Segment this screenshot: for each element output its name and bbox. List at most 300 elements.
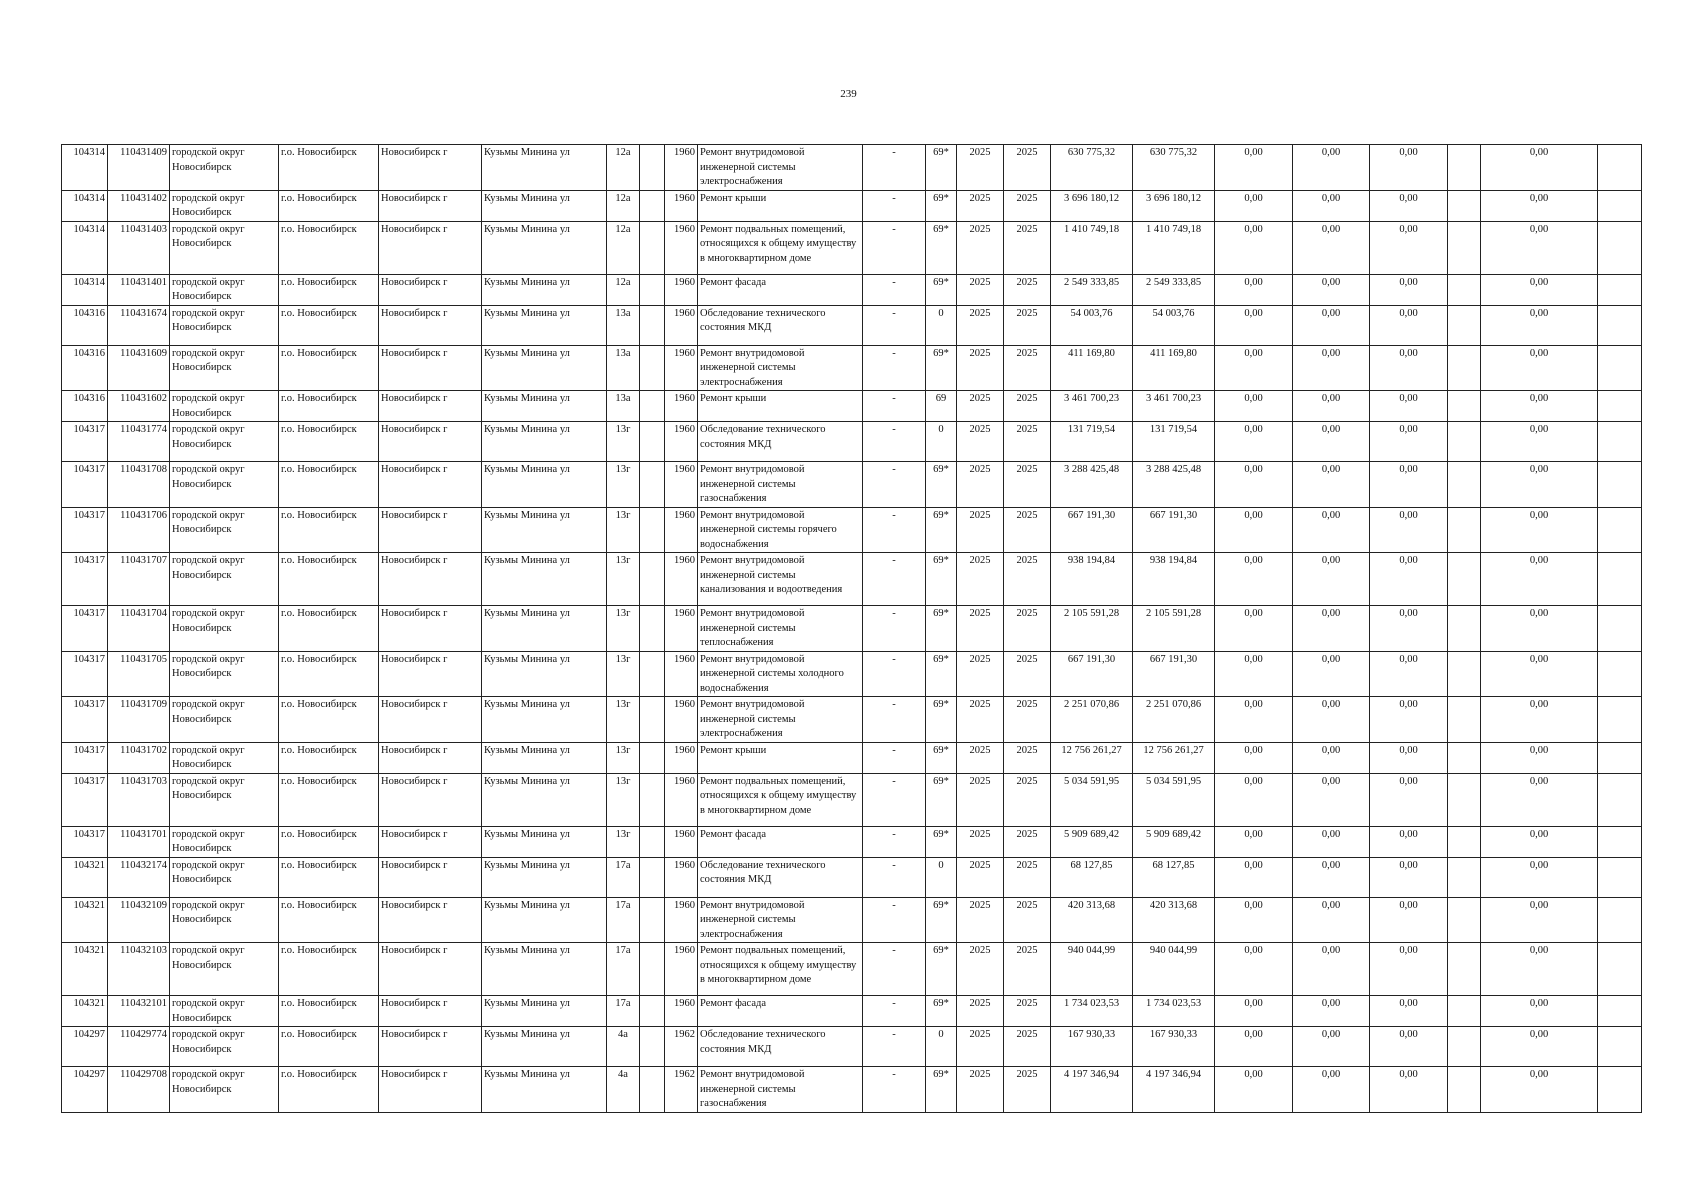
cell-work-id: 110432101 [108,996,170,1027]
cell-record-id: 104317 [62,553,108,606]
cell-build-year: 1960 [665,145,698,191]
table-row [62,857,1642,897]
cell-federal-funds: 0,00 [1215,742,1293,773]
cell-local-funds: 0,00 [1370,221,1448,274]
cell-house-number: 13г [607,507,640,553]
cell-other [1448,305,1481,345]
cell-total-cost: 1 734 023,53 [1051,996,1133,1027]
cell-total-cost: 667 191,30 [1051,651,1133,697]
cell-note [1598,1067,1642,1113]
cell-federal-funds: 0,00 [1215,773,1293,826]
cell-plan-year-start: 2025 [957,391,1004,422]
cell-building [640,305,665,345]
cell-note [1598,145,1642,191]
cell-house-number: 12а [607,221,640,274]
cell-street: Кузьмы Минина ул [482,773,607,826]
cell-other [1448,422,1481,462]
cell-total-cost: 68 127,85 [1051,857,1133,897]
cell-other [1448,1067,1481,1113]
cell-settlement: Новосибирск г [379,606,482,652]
cell-house-number: 13г [607,742,640,773]
cell-work-id: 110431709 [108,697,170,743]
cell-settlement: Новосибирск г [379,651,482,697]
cell-street: Кузьмы Минина ул [482,742,607,773]
cell-total-cost: 12 756 261,27 [1051,742,1133,773]
cell-note [1598,305,1642,345]
cell-percent: 69* [926,345,957,391]
cell-local-funds: 0,00 [1370,553,1448,606]
cell-percent: 69* [926,274,957,305]
cell-municipal-district: г.о. Новосибирск [279,1027,379,1067]
cell-build-year: 1960 [665,462,698,508]
cell-percent: 69* [926,651,957,697]
cell-record-id: 104317 [62,651,108,697]
cell-percent: 69* [926,462,957,508]
cell-municipal-district: г.о. Новосибирск [279,145,379,191]
cell-percent: 69* [926,897,957,943]
cell-street: Кузьмы Минина ул [482,826,607,857]
cell-plan-year-end: 2025 [1004,221,1051,274]
cell-work-id: 110431705 [108,651,170,697]
cell-note [1598,606,1642,652]
cell-plan-year-end: 2025 [1004,897,1051,943]
cell-street: Кузьмы Минина ул [482,697,607,743]
cell-settlement: Новосибирск г [379,826,482,857]
cell-fund-cost: 5 034 591,95 [1133,773,1215,826]
cell-fund-cost: 2 105 591,28 [1133,606,1215,652]
page-number: 239 [840,88,857,100]
cell-other [1448,826,1481,857]
cell-settlement: Новосибирск г [379,742,482,773]
cell-fund-cost: 4 197 346,94 [1133,1067,1215,1113]
cell-house-number: 17а [607,897,640,943]
cell-other [1448,857,1481,897]
cell-unit: - [863,391,926,422]
cell-build-year: 1960 [665,651,698,697]
cell-work-type: Ремонт крыши [698,742,863,773]
cell-municipal-district: г.о. Новосибирск [279,773,379,826]
cell-work-id: 110431702 [108,742,170,773]
cell-regional-funds: 0,00 [1293,221,1370,274]
cell-settlement: Новосибирск г [379,190,482,221]
table-row [62,897,1642,943]
cell-municipal-district: г.о. Новосибирск [279,190,379,221]
cell-municipality: городской округ Новосибирск [170,606,279,652]
cell-record-id: 104317 [62,507,108,553]
cell-regional-funds: 0,00 [1293,190,1370,221]
cell-regional-funds: 0,00 [1293,773,1370,826]
cell-unit: - [863,553,926,606]
cell-regional-funds: 0,00 [1293,462,1370,508]
cell-street: Кузьмы Минина ул [482,345,607,391]
cell-local-funds: 0,00 [1370,773,1448,826]
cell-note [1598,422,1642,462]
cell-regional-funds: 0,00 [1293,697,1370,743]
cell-unit: - [863,651,926,697]
cell-total-cost: 3 696 180,12 [1051,190,1133,221]
cell-total-cost: 630 775,32 [1051,145,1133,191]
cell-street: Кузьмы Минина ул [482,606,607,652]
cell-note [1598,651,1642,697]
cell-record-id: 104297 [62,1067,108,1113]
cell-fund-cost: 2 251 070,86 [1133,697,1215,743]
cell-plan-year-start: 2025 [957,651,1004,697]
cell-federal-funds: 0,00 [1215,857,1293,897]
cell-local-funds: 0,00 [1370,606,1448,652]
cell-municipality: городской округ Новосибирск [170,462,279,508]
cell-municipality: городской округ Новосибирск [170,742,279,773]
cell-fund-cost: 938 194,84 [1133,553,1215,606]
cell-total-cost: 3 288 425,48 [1051,462,1133,508]
table-row [62,553,1642,606]
cell-unit: - [863,345,926,391]
cell-fund-cost: 1 410 749,18 [1133,221,1215,274]
cell-plan-year-end: 2025 [1004,1067,1051,1113]
cell-building [640,507,665,553]
cell-build-year: 1960 [665,857,698,897]
cell-work-type: Ремонт внутридомовой инженерной системы горячего водоснабжения [698,507,863,553]
cell-other [1448,773,1481,826]
cell-note [1598,507,1642,553]
cell-build-year: 1962 [665,1027,698,1067]
cell-other [1448,742,1481,773]
cell-work-id: 110431708 [108,462,170,508]
cell-other [1448,943,1481,996]
cell-federal-funds: 0,00 [1215,305,1293,345]
cell-record-id: 104317 [62,826,108,857]
cell-total-cost: 54 003,76 [1051,305,1133,345]
cell-regional-funds: 0,00 [1293,996,1370,1027]
cell-local-funds: 0,00 [1370,697,1448,743]
cell-house-number: 13г [607,773,640,826]
cell-work-type: Ремонт внутридомовой инженерной системы канализования и водоотведения [698,553,863,606]
cell-build-year: 1960 [665,943,698,996]
cell-percent: 0 [926,1027,957,1067]
cell-work-type: Ремонт фасада [698,274,863,305]
cell-local-funds: 0,00 [1370,826,1448,857]
cell-plan-year-start: 2025 [957,553,1004,606]
cell-plan-year-end: 2025 [1004,651,1051,697]
cell-regional-funds: 0,00 [1293,651,1370,697]
cell-building [640,943,665,996]
cell-build-year: 1960 [665,190,698,221]
cell-local-funds: 0,00 [1370,1067,1448,1113]
cell-plan-year-end: 2025 [1004,145,1051,191]
cell-plan-year-start: 2025 [957,221,1004,274]
cell-municipal-district: г.о. Новосибирск [279,274,379,305]
cell-municipality: городской округ Новосибирск [170,221,279,274]
cell-build-year: 1960 [665,606,698,652]
cell-work-type: Ремонт фасада [698,826,863,857]
cell-record-id: 104314 [62,145,108,191]
cell-work-id: 110431602 [108,391,170,422]
cell-regional-funds: 0,00 [1293,742,1370,773]
cell-street: Кузьмы Минина ул [482,1067,607,1113]
cell-federal-funds: 0,00 [1215,553,1293,606]
table-row [62,606,1642,652]
cell-local-funds: 0,00 [1370,742,1448,773]
cell-local-funds: 0,00 [1370,305,1448,345]
cell-plan-year-start: 2025 [957,462,1004,508]
cell-percent: 69 [926,391,957,422]
cell-municipality: городской округ Новосибирск [170,274,279,305]
cell-street: Кузьмы Минина ул [482,462,607,508]
cell-municipal-district: г.о. Новосибирск [279,1067,379,1113]
cell-building [640,145,665,191]
cell-note [1598,857,1642,897]
cell-building [640,857,665,897]
cell-owner-funds: 0,00 [1481,742,1598,773]
cell-settlement: Новосибирск г [379,462,482,508]
cell-total-cost: 940 044,99 [1051,943,1133,996]
cell-federal-funds: 0,00 [1215,190,1293,221]
cell-work-id: 110431674 [108,305,170,345]
cell-other [1448,221,1481,274]
cell-build-year: 1960 [665,345,698,391]
cell-work-type: Ремонт внутридомовой инженерной системы электроснабжения [698,345,863,391]
cell-owner-funds: 0,00 [1481,305,1598,345]
cell-plan-year-start: 2025 [957,1027,1004,1067]
cell-other [1448,507,1481,553]
cell-federal-funds: 0,00 [1215,697,1293,743]
cell-house-number: 13г [607,606,640,652]
cell-work-id: 110432174 [108,857,170,897]
cell-settlement: Новосибирск г [379,274,482,305]
cell-fund-cost: 2 549 333,85 [1133,274,1215,305]
cell-record-id: 104316 [62,305,108,345]
cell-street: Кузьмы Минина ул [482,651,607,697]
table-row [62,651,1642,697]
cell-local-funds: 0,00 [1370,507,1448,553]
table-row [62,943,1642,996]
cell-work-id: 110431701 [108,826,170,857]
cell-regional-funds: 0,00 [1293,897,1370,943]
cell-unit: - [863,897,926,943]
cell-fund-cost: 667 191,30 [1133,651,1215,697]
cell-street: Кузьмы Минина ул [482,996,607,1027]
cell-owner-funds: 0,00 [1481,345,1598,391]
cell-fund-cost: 411 169,80 [1133,345,1215,391]
cell-house-number: 17а [607,857,640,897]
cell-record-id: 104321 [62,943,108,996]
cell-record-id: 104321 [62,996,108,1027]
cell-municipality: городской округ Новосибирск [170,553,279,606]
cell-federal-funds: 0,00 [1215,507,1293,553]
cell-municipality: городской округ Новосибирск [170,996,279,1027]
cell-municipality: городской округ Новосибирск [170,897,279,943]
cell-note [1598,742,1642,773]
cell-note [1598,345,1642,391]
cell-federal-funds: 0,00 [1215,422,1293,462]
cell-build-year: 1960 [665,742,698,773]
cell-work-id: 110431774 [108,422,170,462]
cell-build-year: 1960 [665,221,698,274]
cell-plan-year-end: 2025 [1004,606,1051,652]
cell-work-id: 110431401 [108,274,170,305]
cell-house-number: 13а [607,345,640,391]
cell-other [1448,651,1481,697]
table-row [62,1027,1642,1067]
cell-unit: - [863,221,926,274]
cell-regional-funds: 0,00 [1293,1027,1370,1067]
cell-other [1448,391,1481,422]
cell-plan-year-end: 2025 [1004,422,1051,462]
cell-municipal-district: г.о. Новосибирск [279,422,379,462]
cell-fund-cost: 131 719,54 [1133,422,1215,462]
cell-building [640,773,665,826]
cell-record-id: 104317 [62,697,108,743]
cell-plan-year-start: 2025 [957,305,1004,345]
cell-regional-funds: 0,00 [1293,305,1370,345]
cell-work-id: 110432103 [108,943,170,996]
cell-street: Кузьмы Минина ул [482,274,607,305]
cell-unit: - [863,507,926,553]
cell-regional-funds: 0,00 [1293,145,1370,191]
cell-local-funds: 0,00 [1370,897,1448,943]
table-row [62,996,1642,1027]
cell-local-funds: 0,00 [1370,462,1448,508]
cell-percent: 0 [926,857,957,897]
cell-record-id: 104297 [62,1027,108,1067]
cell-plan-year-end: 2025 [1004,697,1051,743]
cell-house-number: 13г [607,422,640,462]
cell-settlement: Новосибирск г [379,857,482,897]
cell-work-type: Ремонт внутридомовой инженерной системы газоснабжения [698,462,863,508]
cell-total-cost: 167 930,33 [1051,1027,1133,1067]
cell-owner-funds: 0,00 [1481,221,1598,274]
cell-building [640,1067,665,1113]
cell-municipal-district: г.о. Новосибирск [279,651,379,697]
cell-note [1598,221,1642,274]
cell-local-funds: 0,00 [1370,857,1448,897]
cell-house-number: 4а [607,1067,640,1113]
cell-street: Кузьмы Минина ул [482,1027,607,1067]
table-row [62,422,1642,462]
cell-municipal-district: г.о. Новосибирск [279,606,379,652]
cell-house-number: 12а [607,274,640,305]
cell-municipality: городской округ Новосибирск [170,1027,279,1067]
cell-municipality: городской округ Новосибирск [170,697,279,743]
cell-municipal-district: г.о. Новосибирск [279,462,379,508]
cell-build-year: 1960 [665,996,698,1027]
cell-house-number: 4а [607,1027,640,1067]
cell-work-type: Ремонт крыши [698,190,863,221]
cell-work-id: 110429774 [108,1027,170,1067]
cell-work-id: 110431706 [108,507,170,553]
cell-percent: 69* [926,697,957,743]
cell-building [640,742,665,773]
cell-municipality: городской округ Новосибирск [170,651,279,697]
cell-unit: - [863,606,926,652]
cell-federal-funds: 0,00 [1215,462,1293,508]
cell-build-year: 1960 [665,391,698,422]
cell-house-number: 12а [607,145,640,191]
table-row [62,507,1642,553]
cell-note [1598,897,1642,943]
cell-unit: - [863,274,926,305]
cell-other [1448,996,1481,1027]
cell-plan-year-start: 2025 [957,507,1004,553]
cell-federal-funds: 0,00 [1215,996,1293,1027]
cell-record-id: 104316 [62,345,108,391]
cell-record-id: 104317 [62,422,108,462]
cell-build-year: 1960 [665,697,698,743]
cell-owner-funds: 0,00 [1481,553,1598,606]
cell-federal-funds: 0,00 [1215,897,1293,943]
cell-settlement: Новосибирск г [379,221,482,274]
cell-municipal-district: г.о. Новосибирск [279,553,379,606]
cell-owner-funds: 0,00 [1481,1067,1598,1113]
cell-building [640,274,665,305]
table-row [62,345,1642,391]
cell-house-number: 13г [607,826,640,857]
cell-plan-year-start: 2025 [957,857,1004,897]
cell-fund-cost: 12 756 261,27 [1133,742,1215,773]
cell-fund-cost: 420 313,68 [1133,897,1215,943]
cell-work-id: 110431703 [108,773,170,826]
cell-percent: 0 [926,422,957,462]
cell-note [1598,773,1642,826]
cell-federal-funds: 0,00 [1215,606,1293,652]
cell-street: Кузьмы Минина ул [482,190,607,221]
cell-other [1448,553,1481,606]
cell-municipality: городской округ Новосибирск [170,305,279,345]
cell-work-id: 110429708 [108,1067,170,1113]
cell-fund-cost: 1 734 023,53 [1133,996,1215,1027]
cell-federal-funds: 0,00 [1215,345,1293,391]
cell-work-type: Ремонт крыши [698,391,863,422]
cell-work-type: Ремонт подвальных помещений, относящихся к общему имуществу в многоквартирном доме [698,773,863,826]
cell-total-cost: 3 461 700,23 [1051,391,1133,422]
cell-note [1598,996,1642,1027]
cell-municipality: городской округ Новосибирск [170,391,279,422]
cell-work-id: 110431402 [108,190,170,221]
cell-settlement: Новосибирск г [379,422,482,462]
cell-building [640,190,665,221]
cell-record-id: 104317 [62,773,108,826]
table-row [62,274,1642,305]
cell-fund-cost: 68 127,85 [1133,857,1215,897]
cell-unit: - [863,1067,926,1113]
cell-municipality: городской округ Новосибирск [170,943,279,996]
cell-plan-year-start: 2025 [957,345,1004,391]
cell-work-type: Обследование технического состояния МКД [698,305,863,345]
cell-owner-funds: 0,00 [1481,773,1598,826]
cell-total-cost: 5 034 591,95 [1051,773,1133,826]
cell-owner-funds: 0,00 [1481,422,1598,462]
cell-federal-funds: 0,00 [1215,1027,1293,1067]
cell-note [1598,1027,1642,1067]
cell-work-type: Ремонт внутридомовой инженерной системы холодного водоснабжения [698,651,863,697]
cell-build-year: 1962 [665,1067,698,1113]
cell-build-year: 1960 [665,826,698,857]
cell-build-year: 1960 [665,422,698,462]
cell-percent: 69* [926,606,957,652]
cell-work-id: 110431609 [108,345,170,391]
cell-record-id: 104317 [62,742,108,773]
cell-local-funds: 0,00 [1370,422,1448,462]
cell-work-type: Ремонт внутридомовой инженерной системы электроснабжения [698,697,863,743]
cell-unit: - [863,1027,926,1067]
cell-municipality: городской округ Новосибирск [170,857,279,897]
cell-percent: 69* [926,773,957,826]
cell-owner-funds: 0,00 [1481,826,1598,857]
cell-regional-funds: 0,00 [1293,553,1370,606]
cell-plan-year-end: 2025 [1004,190,1051,221]
cell-plan-year-start: 2025 [957,422,1004,462]
cell-plan-year-start: 2025 [957,1067,1004,1113]
cell-municipal-district: г.о. Новосибирск [279,943,379,996]
